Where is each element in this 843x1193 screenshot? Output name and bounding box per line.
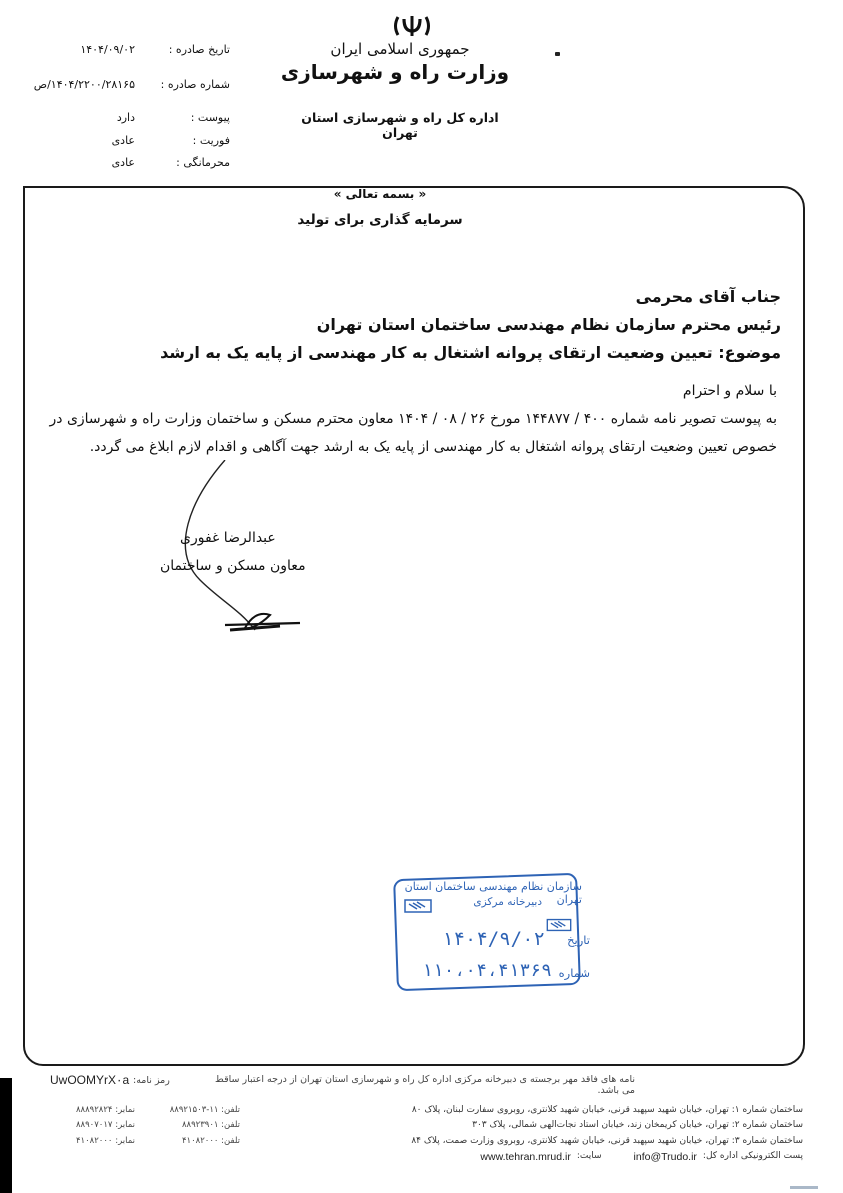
greeting: با سلام و احترام	[682, 383, 777, 399]
urgency-label: فوریت :	[192, 134, 230, 147]
signer-title: معاون مسکن و ساختمان	[160, 558, 306, 574]
address-building-3: ساختمان شماره ۳: تهران، خیابان شهید سپهبد قرنی، خیابان شهید کلانتری، روبروی وزارت صمت، پلاک ۸۴	[411, 1136, 803, 1146]
stamp-date-label: تاریخ	[567, 933, 590, 947]
contact-row	[263, 1151, 803, 1163]
address-building-1: ساختمان شماره ۱: تهران، خیابان شهید سپهبد قرنی، خیابان شهید کلانتری، روبروی سفارت لبنان، پلاک ۸۰	[411, 1105, 803, 1115]
attachment-label: پیوست :	[190, 111, 230, 124]
phone-2: تلفن: ۸۸۹۲۳۹۰۱	[181, 1120, 240, 1130]
issue-number-label: شماره صادره :	[160, 78, 230, 91]
recipient-name: جناب آقای محرمی	[635, 287, 781, 306]
body-line-1: به پیوست تصویر نامه شماره ۴۰۰ / ۱۴۴۸۷۷ مورخ ۲۶ / ۰۸ / ۱۴۰۴ معاون محترم مسکن و ساختمان وزارت راه و شهرسازی در	[49, 411, 777, 427]
scan-edge-artifact	[0, 1078, 12, 1193]
email-label: پست الکترونیکی اداره کل:	[702, 1151, 803, 1161]
signature-icon	[150, 460, 320, 640]
letter-subject: موضوع: تعیین وضعیت ارتقای پروانه اشتغال به کار مهندسی از پایه یک به ارشد	[160, 343, 781, 362]
fax-2: نمابر: ۸۸۹۰۷۰۱۷	[75, 1120, 135, 1130]
handshake-logo-icon-2	[545, 916, 573, 934]
stamp-date: ۱۴۰۴/۹/۰۲	[442, 928, 545, 950]
phone-1: تلفن: ۱۱-۸۸۹۲۱۵۰۳	[169, 1105, 240, 1115]
phone-3: تلفن: ۴۱۰۸۲۰۰۰	[181, 1136, 240, 1146]
recipient-title: رئیس محترم سازمان نظام مهندسی ساختمان استان تهران	[316, 315, 781, 334]
issue-date-row	[40, 43, 230, 56]
urgency-row	[40, 134, 230, 147]
attachment-row	[40, 111, 230, 124]
stamp-organization: سازمان نظام مهندسی ساختمان استان تهران	[404, 880, 582, 906]
fax-3: نمابر: ۴۱۰۸۲۰۰۰	[75, 1136, 135, 1146]
urgency-value: عادی	[111, 134, 135, 147]
letter-code-label: رمز نامه:	[133, 1075, 170, 1086]
address-building-2: ساختمان شماره ۲: تهران، خیابان کریمخان زند، خیابان استاد نجات‌الهی شمالی، پلاک ۳۰۳	[472, 1120, 803, 1130]
issue-number-row	[0, 78, 230, 91]
stamp-number-label: شماره	[558, 966, 590, 980]
stamp-section: دبیرخانه مرکزی	[473, 896, 542, 908]
ministry-title: وزارت راه و شهرسازی	[280, 60, 510, 84]
iran-emblem-icon	[392, 14, 432, 38]
republic-title: جمهوری اسلامی ایران	[330, 40, 470, 58]
email-link[interactable]: info@Trudo.ir	[633, 1151, 697, 1163]
invocation: « بسمه تعالی »	[333, 187, 427, 201]
letter-code-value: UwOOMYrX۰a	[50, 1073, 130, 1087]
scan-smudge-artifact	[790, 1186, 818, 1189]
website-link[interactable]: www.tehran.mrud.ir	[480, 1151, 571, 1163]
confidentiality-value: عادی	[111, 156, 135, 169]
attachment-value: دارد	[116, 111, 135, 124]
scan-mark	[555, 52, 560, 56]
validity-disclaimer: نامه های فاقد مهر برجسته ی دبیرخانه مرکزی اداره کل راه و شهرسازی استان تهران از درجه اعتبار ساقط می باشد.	[215, 1074, 635, 1096]
confidentiality-row	[40, 156, 230, 169]
issue-date-label: تاریخ صادره :	[168, 43, 230, 56]
handshake-logo-icon	[403, 896, 433, 916]
slogan: سرمایه گذاری برای تولید	[297, 212, 463, 228]
department-title: اداره کل راه و شهرسازی استان تهران	[301, 110, 499, 140]
issue-number-value: ۱۴۰۴/۲۲۰۰/۲۸۱۶۵/ص	[33, 78, 135, 91]
signer-name: عبدالرضا غفوری	[180, 530, 276, 546]
receipt-stamp	[395, 876, 590, 991]
site-label: سایت:	[576, 1151, 602, 1161]
stamp-number: ۱۱۰،۰۴،۴۱۳۶۹	[421, 960, 552, 981]
body-line-2: خصوص تعیین وضعیت ارتقای پروانه اشتغال به کار مهندسی از پایه یک به ارشد جهت آگاهی و اقدام لازم ابلاغ می گردد.	[89, 439, 777, 455]
spacer	[608, 1151, 628, 1163]
confidentiality-label: محرمانگی :	[176, 156, 230, 169]
fax-1: نمابر: ۸۸۸۹۲۸۲۴	[75, 1105, 135, 1115]
issue-date-value: ۱۴۰۴/۰۹/۰۲	[80, 43, 135, 56]
